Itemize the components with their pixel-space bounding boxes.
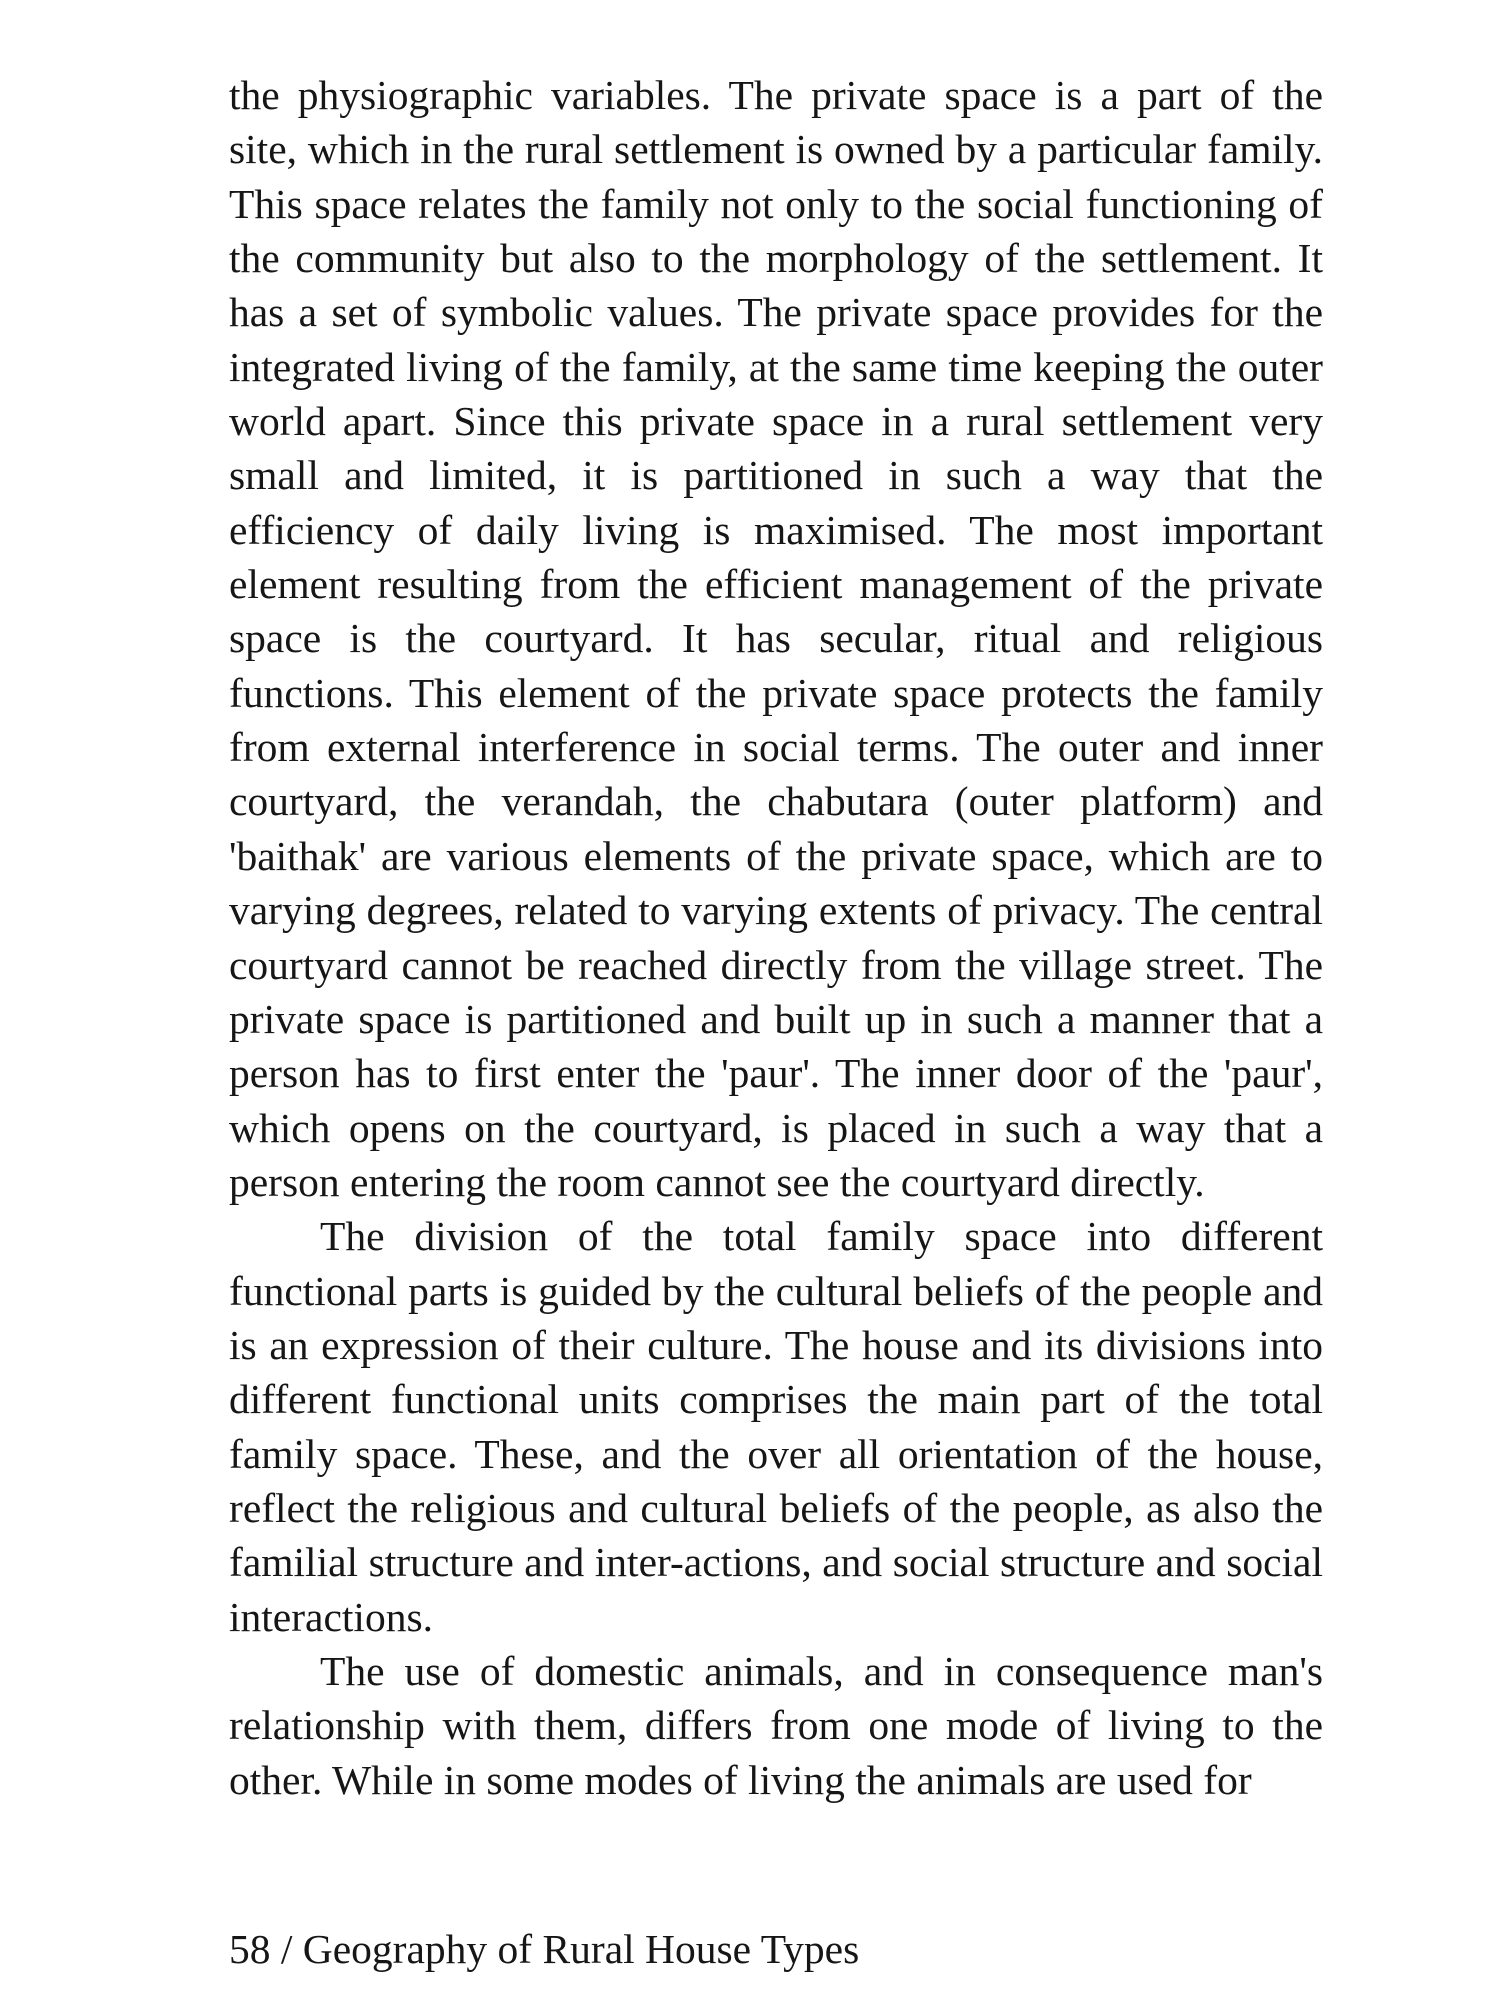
page-footer	[229, 1924, 859, 1974]
paragraph-2: The division of the total family space into different functional parts is guided by the cultural beliefs of the people and is an expression of their culture. The house and its divisions into different functional units comprises the main part of the total family space. These, and the over all orientation of the house, reflect the religious and cultural beliefs of the people, as also the familial structure and inter-actions, and social structure and social interactions.	[229, 1213, 1323, 1640]
footer-separator: /	[280, 1926, 293, 1972]
running-title: Geography of Rural House Types	[302, 1926, 860, 1972]
page-number: 58	[229, 1926, 271, 1972]
body-text	[229, 68, 1323, 1807]
paragraph-1: the physiographic variables. The private space is a part of the site, which in the rural settlement is owned by a particular family. This space relates the family not only to the social functioning of the community but also to the morphology of the settlement. It has a set of symbolic values. The private space provides for the integrated living of the family, at the same time keeping the outer world apart. Since this private space in a rural settlement very small and limited, it is partitioned in such a way that the efficiency of daily living is maximised. The most important element resulting from the efficient management of the private space is the courtyard. It has secular, ritual and religious functions. This element of the private space protects the family from external interference in social terms. The outer and inner courtyard, the verandah, the chabutara (outer platform) and 'baithak' are various elements of the private space, which are to varying degrees, related to varying extents of privacy. The central courtyard cannot be reached directly from the village street. The private space is partitioned and built up in such a manner that a person has to first enter the 'paur'. The inner door of the 'paur', which opens on the courtyard, is placed in such a way that a person entering the room cannot see the courtyard directly.	[229, 72, 1323, 1205]
paragraph-3: The use of domestic animals, and in consequence man's relationship with them, differs from one mode of living to the other. While in some modes of living the animals are used for	[229, 1647, 1323, 1803]
